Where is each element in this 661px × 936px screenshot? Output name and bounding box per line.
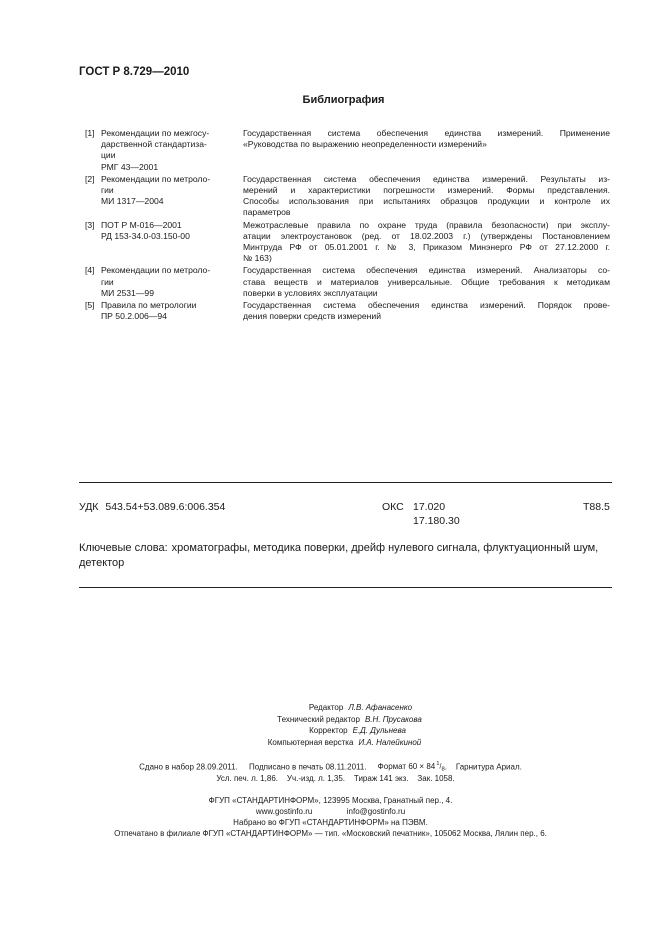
reference-line: гии (101, 276, 114, 287)
reference-line: ПР 50.2.006—94 (101, 311, 167, 322)
description-line: Государственная система обеспечения единства измерений. Применение (243, 128, 610, 138)
bibliography-item-reference (101, 300, 243, 322)
reference-line: Правила по метрологии (101, 300, 197, 311)
imprint-format: Формат $60 \times 84^1/_8$ (377, 761, 445, 773)
imprint-circulation: Тираж 141 экз. (353, 774, 409, 783)
keywords-label: Ключевые слова: (79, 542, 168, 554)
bibliography-item-description (243, 300, 610, 322)
reference-line: гии (101, 185, 114, 196)
keywords-text-line1: хроматографы, методика поверки, дрейф нулевого сигнала, флуктуационный шум, (171, 542, 599, 554)
format-fraction: $^1/_8$ (436, 761, 445, 773)
bibliography-item-number: [1] (85, 128, 95, 138)
keywords-text-line2: детектор (79, 557, 125, 569)
bibliography-item-reference (101, 174, 243, 219)
publisher-website: www.gostinfo.ru (255, 807, 313, 816)
credit-name: В.Н. Прусакова (364, 714, 422, 724)
description-line: Государственная система обеспечения единства измерений. Анализаторы со- (243, 265, 610, 276)
credit-role: Компьютерная верстка (267, 737, 354, 747)
bibliography-item (85, 220, 610, 265)
publisher-typeset: Набрано во ФГУП «СТАНДАРТИНФОРМ» на ПЭВМ. (233, 818, 428, 827)
classification-code: Т88.5 (583, 501, 610, 513)
bibliography-item-description (243, 174, 610, 219)
reference-line: МИ 2531—99 (101, 287, 154, 298)
bibliography-item-description (243, 220, 610, 265)
oks-value-1: 17.020 (413, 501, 446, 513)
credit-line (0, 702, 661, 714)
publisher-printed: Отпечатано в филиале ФГУП «СТАНДАРТИНФОРМ» — тип. «Московский печатник», 105062 Москва, Лялин пер., 6. (114, 829, 547, 838)
imprint-font: Гарнитура Ариал. (455, 762, 522, 772)
udc-value: 543.54+53.089.6:006.354 (105, 501, 226, 513)
credit-name: И.А. Налейкиной (358, 737, 422, 747)
imprint-print-sheets: Усл. печ. л. 1,86. (216, 774, 279, 783)
bibliography-item-reference (101, 128, 243, 173)
reference-line: Рекомендации по метроло- (101, 265, 211, 276)
udc-entry (79, 501, 225, 513)
credits (0, 702, 661, 748)
reference-line: Рекомендации по межгосу- (101, 128, 210, 138)
publisher-address: ФГУП «СТАНДАРТИНФОРМ», 123995 Москва, Гранатный пер., 4. (208, 796, 453, 805)
imprint-typeset-date: Сдано в набор 28.09.2011. (139, 762, 238, 772)
imprint-order: Зак. 1058. (417, 774, 455, 783)
credit-line (0, 737, 661, 749)
bibliography-item-description (243, 128, 610, 173)
description-line: № 163) (243, 253, 272, 264)
bibliography-item-number: [2] (85, 173, 95, 184)
divider-bottom (79, 587, 612, 588)
oks-label: ОКС (382, 501, 404, 513)
description-line: Межотраслевые правила по охране труда (правила безопасности) при эксплу- (243, 219, 610, 230)
credit-role: Редактор (308, 703, 344, 712)
description-line: мерений и характеристики погрешности измерений. Формы представления. (243, 185, 610, 196)
publisher-email: info@gostinfo.ru (346, 807, 406, 816)
udc-label: УДК (79, 501, 99, 513)
keywords (79, 541, 615, 571)
reference-line: ции (101, 150, 116, 161)
description-line: «Руководства по выражению неопределенности измерений» (243, 139, 487, 150)
description-line: параметров (243, 207, 291, 218)
description-line: дения поверки средств измерений (243, 311, 381, 322)
bibliography-item (85, 128, 610, 173)
reference-line: Рекомендации по метроло- (101, 173, 211, 184)
description-line: Государственная система обеспечения единства измерений. Результаты из- (243, 173, 610, 184)
credit-name: Л.В. Афанасенко (348, 703, 413, 712)
credit-role: Корректор (309, 726, 348, 735)
reference-line: РД 153-34.0-03.150-00 (101, 230, 190, 241)
credit-name: Е.Д. Дульнева (352, 726, 406, 735)
description-line: поверки в условиях эксплуатации (243, 287, 378, 298)
reference-line: МИ 1317—2004 (101, 196, 164, 207)
divider-top (79, 482, 612, 483)
credit-line (0, 714, 661, 726)
document-id: ГОСТ Р 8.729—2010 (79, 66, 190, 78)
publisher-contacts (0, 806, 661, 817)
description-line: става веществ и материалов универсальные. Общие требования к методикам (243, 276, 610, 287)
imprint-edit-sheets: Уч.-изд. л. 1,35. (286, 774, 346, 783)
bibliography-item (85, 174, 610, 219)
bibliography-item-reference (101, 265, 243, 299)
bibliography-item (85, 300, 610, 322)
credit-line (0, 725, 661, 737)
bibliography-item-number: [4] (85, 265, 95, 276)
reference-line: ПОТ Р М-016—2001 (101, 219, 182, 230)
description-line: атации электроустановок (ред. от 18.02.2003 г.) (утверждены Постановлением (243, 230, 610, 241)
reference-line: РМГ 43—2001 (101, 161, 159, 172)
bibliography-title: Библиография (302, 94, 385, 106)
imprint-line-1: Сдано в набор 28.09.2011. Подписано в печать 08.11.2011. Формат $60 \times 84^1/_8$. Гарнитура Ариал. (139, 761, 522, 773)
bibliography-list (85, 128, 610, 323)
imprint-print-date: Подписано в печать 08.11.2011. (248, 762, 367, 772)
bibliography-item (85, 265, 610, 299)
imprint-line-2 (0, 773, 661, 785)
description-line: Способы использования при испытаниях образцов продукции и контроле их (243, 196, 610, 207)
bibliography-item-number: [3] (85, 219, 95, 230)
reference-line: дарственной стандартиза- (101, 139, 207, 150)
description-line: Минтруда РФ от 05.01.2001 г. № 3, Приказом Минэнерго РФ от 27.12.2000 г. (243, 242, 610, 253)
bibliography-item-number: [5] (85, 300, 95, 311)
bibliography-item-reference (101, 220, 243, 265)
bibliography-item-description (243, 265, 610, 299)
credit-role: Технический редактор (277, 714, 360, 724)
description-line: Государственная система обеспечения единства измерений. Порядок прове- (243, 300, 610, 311)
oks-value-2: 17.180.30 (413, 515, 460, 527)
